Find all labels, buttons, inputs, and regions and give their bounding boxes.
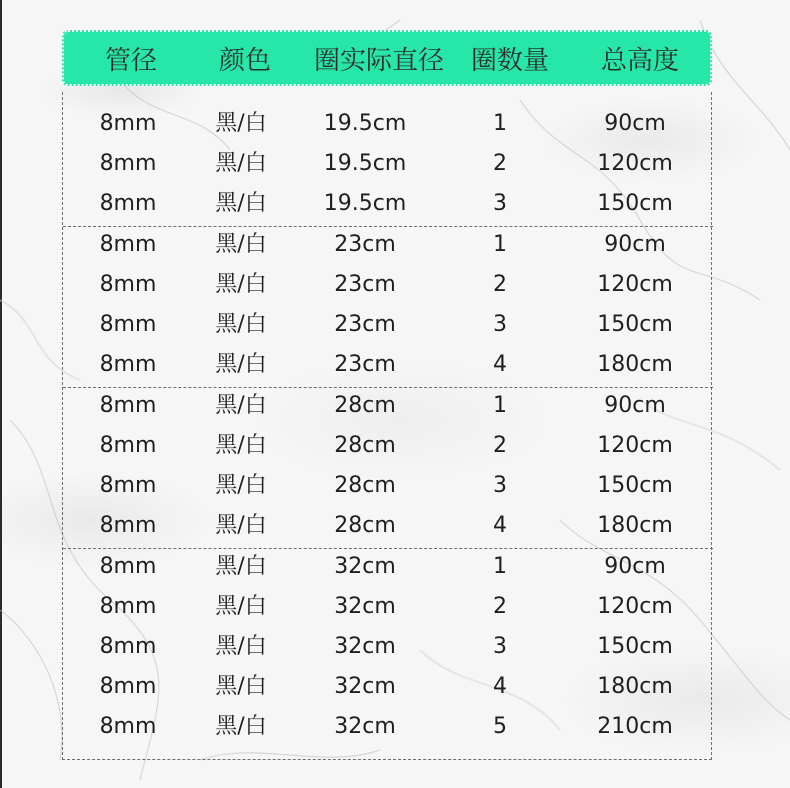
cell-total-height: 120cm — [597, 151, 673, 176]
table-row — [63, 707, 713, 747]
cell-ring-count: 4 — [493, 674, 507, 699]
table-row — [63, 104, 713, 144]
table-row — [63, 386, 713, 426]
cell-ring-count: 3 — [493, 473, 507, 498]
cell-total-height: 150cm — [597, 312, 673, 337]
cell-ring-count: 3 — [493, 191, 507, 216]
cell-total-height: 90cm — [604, 554, 666, 579]
cell-ring-count: 3 — [493, 634, 507, 659]
cell-color: 黑/白 — [215, 674, 267, 699]
cell-ring-count: 5 — [493, 714, 507, 739]
header-ring-diameter: 圈实际直径 — [313, 46, 444, 76]
cell-ring-diameter: 23cm — [334, 272, 396, 297]
cell-color: 黑/白 — [215, 312, 267, 337]
cell-ring-diameter: 32cm — [334, 634, 396, 659]
cell-pipe-diameter: 8mm — [99, 191, 157, 216]
cell-total-height: 120cm — [597, 272, 673, 297]
cell-pipe-diameter: 8mm — [99, 393, 157, 418]
table-row — [63, 466, 713, 506]
cell-ring-count: 4 — [493, 352, 507, 377]
group-separator — [63, 387, 713, 388]
table-row — [63, 265, 713, 305]
cell-pipe-diameter: 8mm — [99, 634, 157, 659]
cell-ring-count: 3 — [493, 312, 507, 337]
cell-ring-count: 1 — [493, 554, 507, 579]
table-row — [63, 426, 713, 466]
cell-ring-count: 2 — [493, 594, 507, 619]
cell-ring-diameter: 19.5cm — [323, 191, 407, 216]
size-table — [62, 30, 712, 760]
table-row — [63, 345, 713, 385]
table-header — [62, 30, 712, 86]
cell-pipe-diameter: 8mm — [99, 473, 157, 498]
table-row — [63, 305, 713, 345]
header-color: 颜色 — [218, 46, 271, 76]
cell-ring-diameter: 32cm — [334, 594, 396, 619]
cell-color: 黑/白 — [215, 111, 267, 136]
cell-ring-count: 1 — [493, 111, 507, 136]
cell-pipe-diameter: 8mm — [99, 151, 157, 176]
cell-ring-count: 2 — [493, 433, 507, 458]
cell-ring-diameter: 23cm — [334, 312, 396, 337]
table-row — [63, 627, 713, 667]
header-pipe-diameter: 管径 — [104, 46, 157, 76]
cell-ring-diameter: 32cm — [334, 554, 396, 579]
cell-color: 黑/白 — [215, 232, 267, 257]
cell-ring-diameter: 19.5cm — [323, 151, 407, 176]
group-separator — [63, 226, 713, 227]
cell-ring-diameter: 23cm — [334, 352, 396, 377]
cell-ring-count: 1 — [493, 232, 507, 257]
group-separator — [63, 548, 713, 549]
table-row — [63, 667, 713, 707]
cell-pipe-diameter: 8mm — [99, 272, 157, 297]
table-row — [63, 225, 713, 265]
cell-total-height: 90cm — [604, 111, 666, 136]
cell-pipe-diameter: 8mm — [99, 594, 157, 619]
cell-total-height: 180cm — [597, 513, 673, 538]
cell-ring-diameter: 32cm — [334, 714, 396, 739]
cell-pipe-diameter: 8mm — [99, 352, 157, 377]
table-row — [63, 144, 713, 184]
cell-color: 黑/白 — [215, 393, 267, 418]
cell-total-height: 180cm — [597, 674, 673, 699]
cell-total-height: 120cm — [597, 433, 673, 458]
cell-ring-count: 1 — [493, 393, 507, 418]
cell-ring-count: 2 — [493, 151, 507, 176]
cell-pipe-diameter: 8mm — [99, 232, 157, 257]
cell-color: 黑/白 — [215, 634, 267, 659]
table-row — [63, 184, 713, 224]
cell-ring-diameter: 28cm — [334, 393, 396, 418]
cell-pipe-diameter: 8mm — [99, 714, 157, 739]
cell-color: 黑/白 — [215, 714, 267, 739]
cell-total-height: 120cm — [597, 594, 673, 619]
cell-pipe-diameter: 8mm — [99, 433, 157, 458]
cell-total-height: 180cm — [597, 352, 673, 377]
cell-ring-count: 4 — [493, 513, 507, 538]
cell-color: 黑/白 — [215, 352, 267, 377]
cell-pipe-diameter: 8mm — [99, 312, 157, 337]
header-total-height: 总高度 — [600, 46, 679, 76]
cell-color: 黑/白 — [215, 191, 267, 216]
table-row — [63, 587, 713, 627]
cell-total-height: 90cm — [604, 393, 666, 418]
cell-ring-diameter: 32cm — [334, 674, 396, 699]
cell-color: 黑/白 — [215, 473, 267, 498]
table-row — [63, 547, 713, 587]
cell-color: 黑/白 — [215, 433, 267, 458]
cell-color: 黑/白 — [215, 272, 267, 297]
cell-pipe-diameter: 8mm — [99, 111, 157, 136]
cell-color: 黑/白 — [215, 594, 267, 619]
cell-ring-diameter: 28cm — [334, 433, 396, 458]
header-ring-count: 圈数量 — [470, 46, 549, 76]
table-body — [62, 92, 712, 760]
cell-pipe-diameter: 8mm — [99, 674, 157, 699]
cell-color: 黑/白 — [215, 151, 267, 176]
cell-ring-diameter: 28cm — [334, 473, 396, 498]
cell-pipe-diameter: 8mm — [99, 554, 157, 579]
cell-ring-diameter: 23cm — [334, 232, 396, 257]
cell-ring-diameter: 19.5cm — [323, 111, 407, 136]
cell-ring-diameter: 28cm — [334, 513, 396, 538]
cell-total-height: 150cm — [597, 634, 673, 659]
cell-total-height: 150cm — [597, 473, 673, 498]
table-row — [63, 506, 713, 546]
cell-color: 黑/白 — [215, 554, 267, 579]
cell-pipe-diameter: 8mm — [99, 513, 157, 538]
cell-total-height: 150cm — [597, 191, 673, 216]
cell-ring-count: 2 — [493, 272, 507, 297]
cell-total-height: 210cm — [597, 714, 673, 739]
cell-total-height: 90cm — [604, 232, 666, 257]
cell-color: 黑/白 — [215, 513, 267, 538]
